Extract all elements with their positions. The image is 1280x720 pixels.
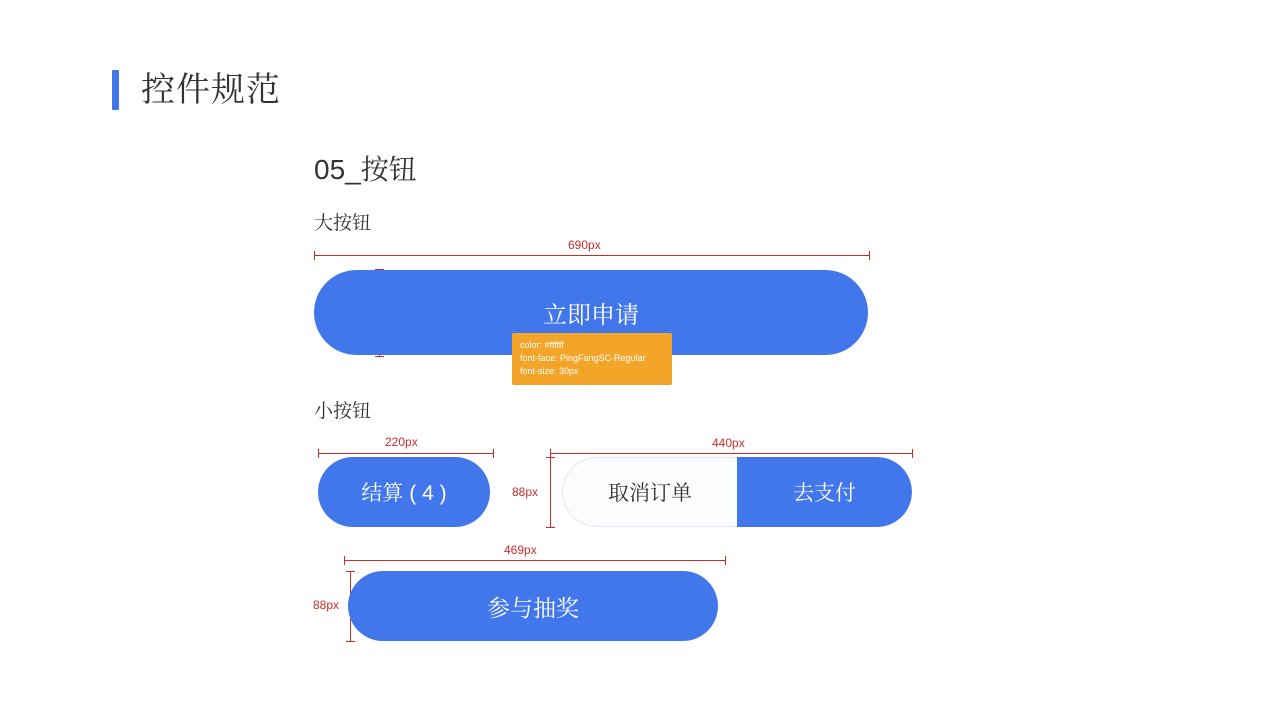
lottery-button[interactable]: 参与抽奖 — [348, 571, 718, 641]
group-label-large: 大按钮 — [314, 213, 372, 234]
measure-tick-checkout-width-right — [493, 449, 494, 458]
measure-label-apply-width: 690px — [568, 238, 601, 252]
measure-tick-checkout-width-left — [318, 449, 319, 458]
group-label-small: 小按钮 — [314, 401, 372, 422]
measure-label-checkout-width: 220px — [385, 435, 418, 449]
measure-tick-dual-width-right — [912, 449, 913, 458]
measure-line-dual-width — [550, 453, 913, 454]
measure-tick-lottery-height-top — [346, 571, 355, 572]
spec-tooltip-color: color: #ffffff — [520, 340, 564, 350]
measure-line-lottery-width — [344, 560, 726, 561]
measure-tick-lottery-width-right — [725, 556, 726, 565]
spec-tooltip-font-size: font-size: 30px — [520, 366, 579, 376]
measure-line-apply-width — [314, 255, 870, 256]
measure-tick-apply-width-right — [869, 251, 870, 260]
measure-tick-dual-height-bottom — [546, 527, 555, 528]
measure-label-lottery-height: 88px — [313, 598, 340, 612]
go-pay-button[interactable]: 去支付 — [737, 457, 912, 527]
measure-tick-apply-height-bottom — [375, 356, 384, 357]
cancel-order-button[interactable]: 取消订单 — [562, 457, 737, 527]
measure-line-dual-height — [550, 457, 551, 527]
measure-label-dual-width: 440px — [712, 436, 745, 450]
dual-button-group — [562, 457, 912, 527]
measure-label-lottery-width: 469px — [504, 543, 537, 557]
spec-tooltip — [512, 333, 672, 385]
apply-button[interactable]: 立即申请 — [314, 270, 868, 355]
measure-tick-lottery-height-bottom — [346, 641, 355, 642]
measure-label-dual-height: 88px — [512, 485, 539, 499]
section-title: 05_按钮 — [314, 154, 417, 185]
spec-tooltip-font-face: font-face: PingFangSC-Regular — [520, 353, 646, 363]
measure-line-checkout-width — [318, 453, 494, 454]
measure-tick-dual-height-top — [546, 457, 555, 458]
measure-tick-apply-width-left — [314, 251, 315, 260]
page-title: 控件规范 — [141, 71, 281, 109]
checkout-button[interactable]: 结算 ( 4 ) — [318, 457, 490, 527]
title-accent-bar — [112, 70, 119, 110]
measure-tick-lottery-width-left — [344, 556, 345, 565]
page-title-row — [112, 70, 281, 110]
